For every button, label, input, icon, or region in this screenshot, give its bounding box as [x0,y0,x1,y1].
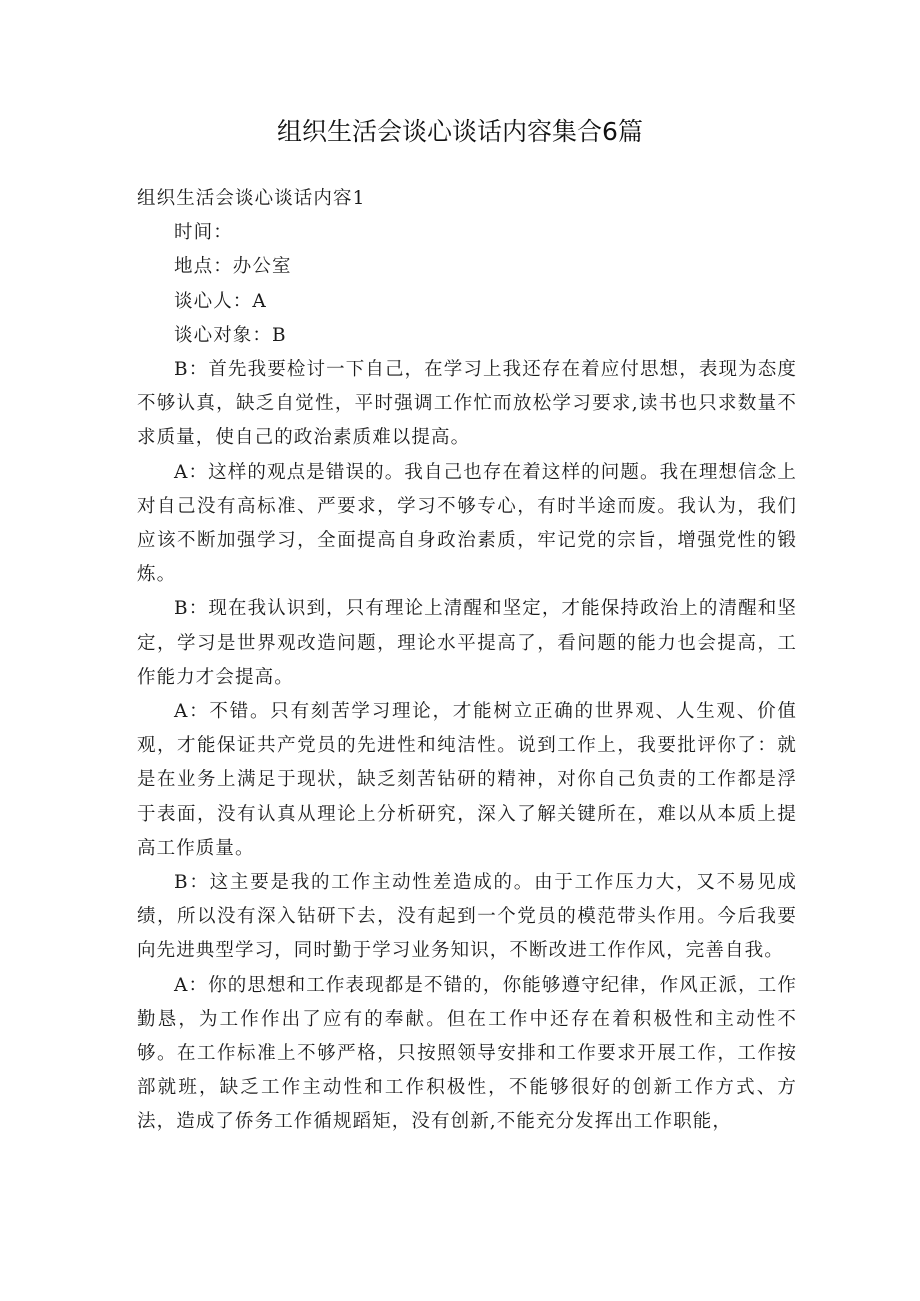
document-body [137,182,797,1140]
meta-speaker: 谈心人：A [174,290,267,312]
meta-time: 时间： [174,222,233,244]
dialogue-paragraph: B：现在我认识到，只有理论上清醒和坚定，才能保持政治上的清醒和坚定，学习是世界观改造问题，理论水平提高了，看问题的能力也会提高，工作能力才会提高。 [137,598,797,688]
dialogue-paragraph: B：首先我要检讨一下自己，在学习上我还存在着应付思想，表现为态度不够认真，缺乏自觉性，平时强调工作忙而放松学习要求,读书也只求数量不求质量，使自己的政治素质难以提高。 [137,359,797,449]
document-title: 组织生活会谈心谈话内容集合6篇 [277,117,643,146]
meta-location: 地点：办公室 [174,256,292,278]
dialogue-paragraph: A：这样的观点是错误的。我自己也存在着这样的问题。我在理想信念上对自己没有高标准、严要求，学习不够专心，有时半途而废。我认为，我们应该不断加强学习，全面提高自身政治素质，牢记党的宗旨，增强党性的锻炼。 [137,461,797,586]
meta-listener: 谈心对象：B [174,324,287,346]
section-heading: 组织生活会谈心谈话内容1 [137,188,366,209]
dialogue-paragraph: A：不错。只有刻苦学习理论，才能树立正确的世界观、人生观、价值观，才能保证共产党员的先进性和纯洁性。说到工作上，我要批评你了：就是在业务上满足于现状，缺乏刻苦钻研的精神，对你自己负责的工作都是浮于表面，没有认真从理论上分析研究，深入了解关键所在，难以从本质上提高工作质量。 [137,701,797,859]
dialogue-paragraph: B：这主要是我的工作主动性差造成的。由于工作压力大，又不易见成绩，所以没有深入钻研下去，没有起到一个党员的模范带头作用。今后我要向先进典型学习，同时勤于学习业务知识，不断改进工作作风，完善自我。 [137,872,797,962]
dialogue-paragraph: A：你的思想和工作表现都是不错的，你能够遵守纪律，作风正派，工作勤恳，为工作作出了应有的奉献。但在工作中还存在着积极性和主动性不够。在工作标准上不够严格，只按照领导安排和工作要求开展工作，工作按部就班，缺乏工作主动性和工作积极性，不能够很好的创新工作方式、方法，造成了侨务工作循规蹈矩，没有创新,不能充分发挥出工作职能， [137,974,797,1133]
